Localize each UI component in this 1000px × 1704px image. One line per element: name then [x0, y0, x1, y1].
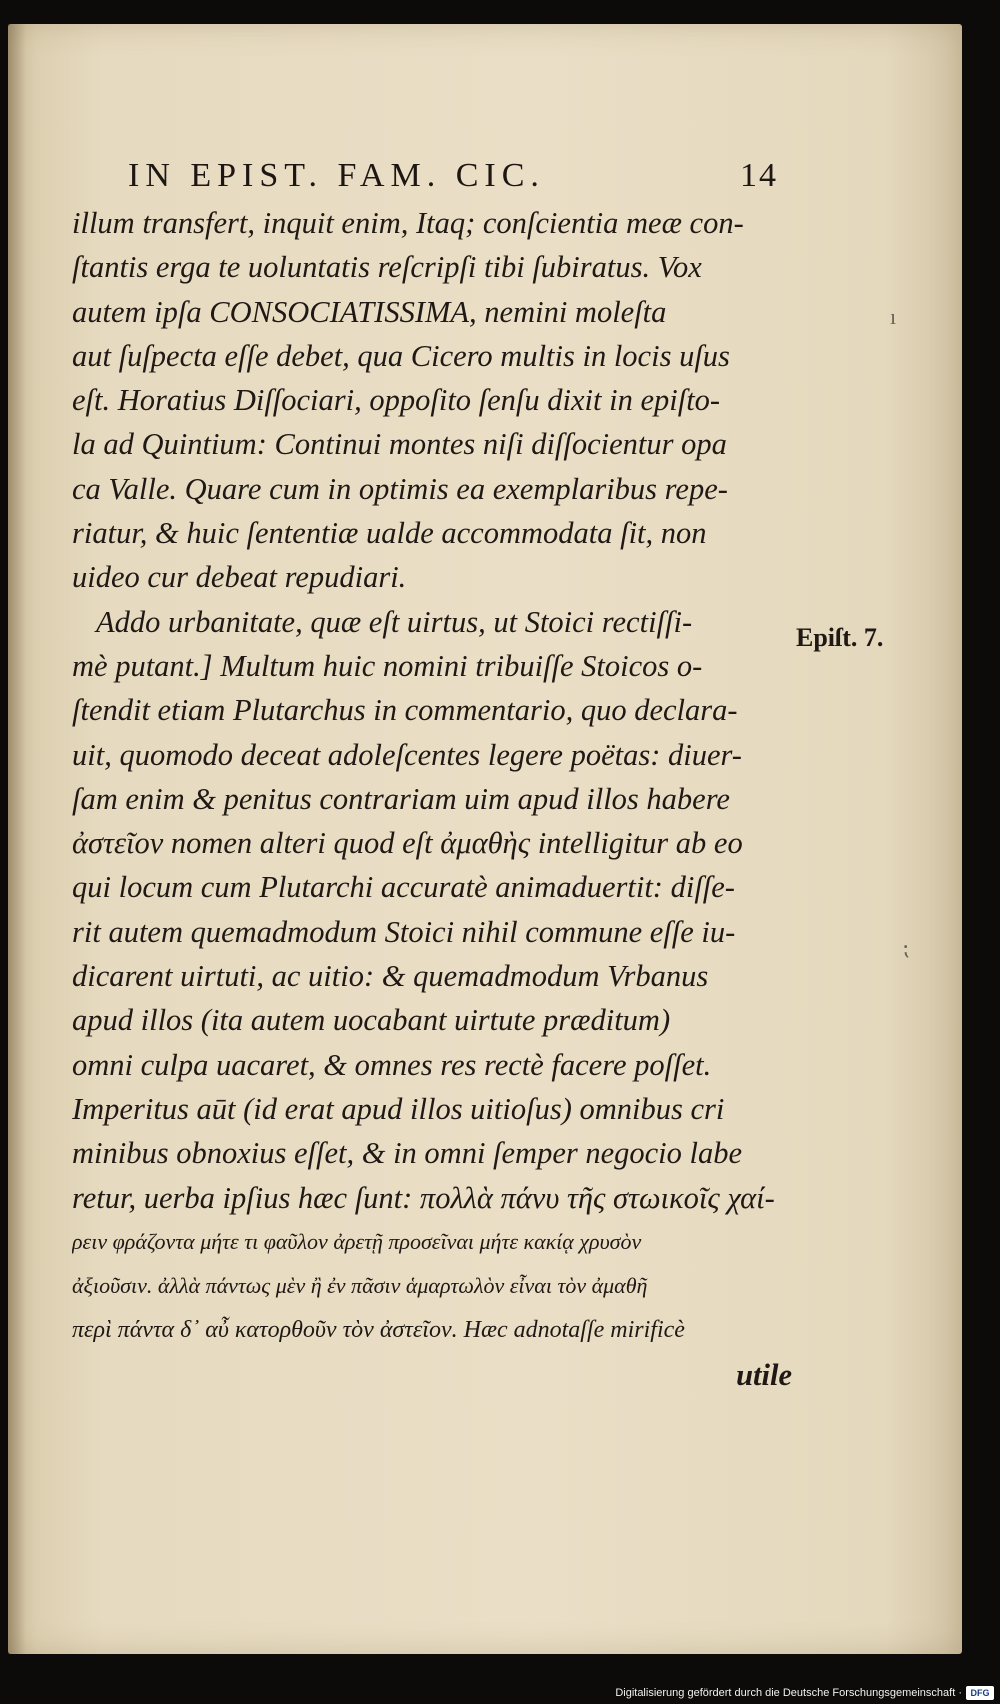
text-line: qui locum cum Plutarchi accuratè animaduertit: diſſe- [72, 870, 735, 905]
text-line: Addo urbanitate, quæ eſt uirtus, ut Stoici rectiſſi- [96, 604, 693, 639]
text-line: ρειν φράζοντα μήτε τι φαῦλον ἀρετῇ προσεῖναι μήτε κακίᾳ χρυσὸν [72, 1228, 642, 1254]
text-line: dicarent uirtuti, ac uitio: & quemadmodum Vrbanus [72, 959, 709, 994]
text-line: eſt. Horatius Diſſociari, oppoſito ſenſu dixit in epiſto- [72, 383, 721, 418]
running-head: IN EPIST. FAM. CIC. [128, 157, 545, 194]
text-line: retur, uerba ipſius hæc ſunt: πολλὰ πάνυ τῆς στωικοῖς χαί- [72, 1180, 775, 1215]
text-line: omni culpa uacaret, & omnes res rectè facere poſſet. [72, 1047, 712, 1082]
text-line: ſtendit etiam Plutarchus in commentario, quo declara- [72, 693, 738, 728]
text-line: Imperitus aūt (id erat apud illos uitioſus) omnibus cri [72, 1091, 725, 1126]
marginal-note: Epiſt. 7. [796, 623, 884, 652]
dfg-logo: DFG [966, 1686, 994, 1700]
page-header [128, 157, 778, 197]
text-line: riatur, & huic ſententiæ ualde accommodata ſit, non [72, 516, 707, 551]
text-line: apud illos (ita autem uocabant uirtute præditum) [72, 1003, 671, 1038]
digitization-credit [615, 1686, 994, 1700]
text-line: mè putant.] Multum huic nomini tribuiſſe Stoicos o- [72, 648, 703, 683]
text-line: ſtantis erga te uoluntatis reſcripſi tibi ſubiratus. Vox [72, 250, 702, 285]
page-number: 14 [740, 157, 778, 194]
text-line: rit autem quemadmodum Stoici nihil commune eſſe iu- [72, 914, 736, 949]
text-line: ἀστεῖον nomen alteri quod eſt ἀμαθὴς intelligitur ab eo [72, 826, 743, 861]
credit-text: Digitalisierung gefördert durch die Deutsche Forschungsgemeinschaft · [615, 1687, 962, 1699]
text-line: περὶ πάντα δ᾽ αὖ κατορθοῦν τὸν ἀστεῖον. Hæc adnotaſſe mirificè [72, 1317, 685, 1344]
text-line: illum transfert, inquit enim, Itaq; conſcientia meæ con- [72, 206, 744, 240]
text-line: autem ipſa CONSOCIATISSIMA, nemini moleſta [72, 294, 667, 329]
margin-mark: ⁏ [902, 935, 910, 960]
text-block [72, 201, 792, 1397]
text-line: uideo cur debeat repudiari. [72, 560, 407, 595]
text-line: ca Valle. Quare cum in optimis ea exemplaribus repe- [72, 471, 728, 506]
text-line: uit, quomodo deceat adoleſcentes legere poëtas: diuer- [72, 737, 742, 772]
text-line: la ad Quintium: Continui montes niſi diſſocientur opa [72, 427, 727, 462]
text-line: minibus obnoxius eſſet, & in omni ſemper negocio labe [72, 1136, 743, 1171]
margin-mark: ı [890, 304, 897, 329]
text-line: ſam enim & penitus contrariam uim apud illos habere [72, 781, 730, 816]
catchword: utile [736, 1357, 792, 1392]
text-line: aut ſuſpecta eſſe debet, qua Cicero multis in locis uſus [72, 338, 730, 373]
text-line: ἀξιοῦσιν. ἀλλὰ πάντως μὲν ἢ ἐν πᾶσιν ἁμαρτωλὸν εἶναι τὸν ἀμαθῆ [72, 1273, 648, 1299]
